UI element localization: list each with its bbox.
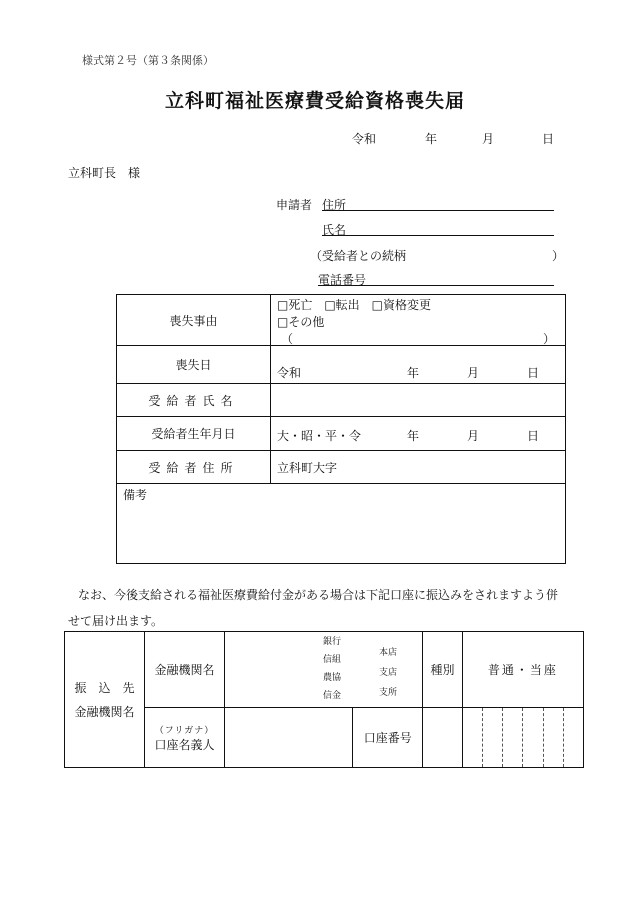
transfer-label-line1: 振 込 先	[74, 680, 135, 695]
form-title: 立科町福祉医療費受給資格喪失届	[164, 90, 465, 112]
birth-date-cell[interactable]	[271, 417, 566, 451]
loss-date-year: 年	[407, 365, 420, 380]
transfer-label	[65, 632, 145, 768]
loss-info-table	[116, 294, 566, 564]
branch-type-sub: 支所	[378, 687, 397, 698]
account-holder-field[interactable]	[224, 708, 352, 768]
institution-types	[323, 633, 341, 705]
loss-date-day: 日	[527, 365, 540, 380]
addressee: 立科町長 様	[68, 166, 141, 180]
account-number-digit-2[interactable]	[462, 708, 482, 768]
account-type-options[interactable]: 普通・当座	[462, 632, 583, 708]
remarks-label: 備考	[123, 488, 148, 502]
loss-date-month: 月	[467, 365, 480, 380]
loss-date-era: 令和	[277, 365, 302, 380]
account-number-digit-3[interactable]	[483, 708, 503, 768]
branch-types	[379, 643, 397, 703]
reason-label: 喪失事由	[117, 295, 271, 346]
date-day: 日	[542, 132, 555, 146]
relation-label: （受給者との続柄	[310, 249, 407, 263]
date-month: 月	[482, 132, 495, 146]
furigana-label: （フリガナ）	[154, 725, 215, 736]
recipient-name-label: 受給者氏名	[117, 384, 271, 417]
branch-type-head: 本店	[378, 647, 397, 658]
account-number-digit-4[interactable]	[503, 708, 523, 768]
bank-info-table	[64, 631, 584, 768]
phone-label: 電話番号	[318, 273, 367, 287]
remarks-field[interactable]	[117, 484, 566, 564]
account-number-digit-7[interactable]	[563, 708, 583, 768]
reason-paren-close: ）	[542, 331, 555, 346]
birth-date-label: 受給者生年月日	[117, 417, 271, 451]
loss-date-cell[interactable]	[271, 346, 566, 384]
applicant-label: 申請者	[276, 198, 313, 212]
phone-line[interactable]	[318, 285, 554, 286]
reason-options: □死亡 □転出 □資格変更	[277, 297, 432, 312]
recipient-name-field[interactable]	[271, 384, 566, 417]
loss-date-label: 喪失日	[117, 346, 271, 384]
reason-other: □その他	[277, 314, 325, 329]
applicant-address-label: 住所	[322, 198, 347, 212]
recipient-address-label: 受給者住所	[117, 451, 271, 484]
date-year: 年	[425, 132, 438, 146]
account-number-digit-5[interactable]	[523, 708, 543, 768]
note-line-2: せて届け出ます。	[68, 614, 164, 628]
applicant-name-label: 氏名	[322, 223, 347, 237]
institution-field[interactable]	[224, 632, 422, 708]
account-holder-label	[145, 708, 225, 768]
inst-type-credit-union: 信組	[322, 654, 341, 665]
birth-eras: 大・昭・平・令	[277, 428, 362, 443]
institution-label: 金融機関名	[145, 632, 225, 708]
account-number-digit-1[interactable]	[423, 708, 463, 768]
applicant-name-line[interactable]	[322, 235, 554, 236]
holder-label: 口座名義人	[154, 737, 215, 752]
applicant-address-line[interactable]	[322, 210, 554, 211]
relation-close: ）	[552, 249, 565, 263]
transfer-label-line2: 金融機関名	[74, 704, 135, 719]
reason-cell[interactable]	[271, 295, 566, 346]
account-number-digit-6[interactable]	[543, 708, 563, 768]
reason-paren-open: （	[281, 331, 294, 346]
type-label: 種別	[423, 632, 463, 708]
inst-type-bank: 銀行	[322, 636, 341, 647]
birth-month: 月	[467, 428, 480, 443]
form-number: 様式第２号（第３条関係）	[82, 54, 214, 67]
note-line-1: なお、今後支給される福祉医療費給付金がある場合は下記口座に振込みをされますよう併	[78, 588, 559, 602]
birth-year: 年	[407, 428, 420, 443]
account-number-label: 口座番号	[353, 708, 423, 768]
birth-day: 日	[527, 428, 540, 443]
recipient-address-value[interactable]: 立科町大字	[271, 451, 566, 484]
date-era: 令和	[352, 132, 377, 146]
branch-type-branch: 支店	[378, 667, 397, 678]
inst-type-agri-coop: 農協	[322, 672, 341, 683]
inst-type-shinkin: 信金	[322, 690, 341, 701]
